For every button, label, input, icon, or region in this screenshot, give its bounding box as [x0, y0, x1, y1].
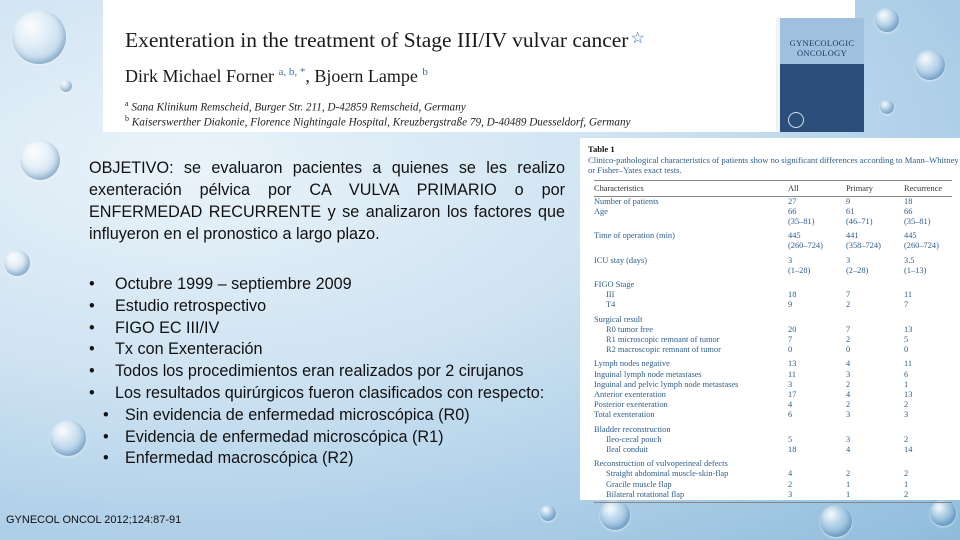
table-cell: 2 — [904, 469, 909, 479]
table-cell: 3 — [846, 410, 851, 420]
table-row — [594, 345, 952, 355]
bullet-icon: • — [89, 340, 95, 359]
bullet-icon: • — [89, 383, 95, 402]
table-label: Table 1 — [588, 144, 615, 154]
table-cell: 7 — [904, 300, 909, 310]
table-cell: (2–28) — [846, 265, 869, 275]
affiliation-a-marker: a — [125, 99, 129, 108]
table-cell: 7 — [846, 324, 851, 334]
affiliation-b-marker: b — [125, 114, 129, 123]
affiliation-b — [125, 114, 631, 129]
table-row — [594, 469, 952, 479]
table-cell: 445 — [788, 231, 801, 241]
table-cell: 441 — [846, 231, 859, 241]
table-cell: 2 — [904, 490, 952, 503]
table-cell: Bladder reconstruction — [594, 424, 671, 434]
table-cell: R1 microscopic remnant of tumor — [606, 334, 720, 344]
table-cell: 11 — [904, 290, 913, 300]
table-cell: 18 — [904, 196, 913, 206]
list-item-text: Los resultados quirúrgicos fueron clasificados con respecto: — [115, 383, 545, 402]
table-row — [594, 421, 952, 435]
water-drop-decoration — [12, 10, 66, 64]
table-cell: (46–71) — [846, 216, 873, 226]
table-cell: Straight abdominal muscle-skin-flap — [606, 469, 729, 479]
table-cell: 6 — [788, 410, 793, 420]
table-cell — [904, 455, 952, 469]
water-drop-decoration — [60, 80, 72, 92]
table-row — [594, 276, 952, 290]
bullet-icon: • — [103, 427, 109, 446]
table-cell: 13 — [904, 324, 913, 334]
table-cell: Posterior exenteration — [594, 400, 668, 410]
table-cell: 9 — [846, 196, 851, 206]
table-row — [594, 227, 952, 241]
table-cell: 2 — [846, 379, 851, 389]
column-header: Primary — [846, 180, 904, 196]
table-caption — [588, 144, 959, 176]
table-cell — [904, 276, 952, 290]
table-header-row — [594, 180, 952, 196]
table-cell: 3 — [788, 255, 793, 265]
table-cell: 2 — [846, 400, 851, 410]
table-cell: 18 — [788, 290, 797, 300]
table-row — [594, 252, 952, 266]
table-caption-text: Clinico-pathological characteristics of patients show no significant differences according to Mann–Whitney or Fisher–Yates exact tests. — [588, 154, 959, 175]
table-cell: 61 — [846, 206, 855, 216]
table-cell: 18 — [788, 444, 797, 454]
table-cell: 27 — [788, 196, 797, 206]
list-item — [89, 339, 579, 361]
table-cell: Lymph nodes negative — [594, 359, 670, 369]
table-cell: 5 — [904, 334, 909, 344]
paper-header — [103, 0, 855, 132]
table-row — [594, 435, 952, 445]
table-cell: Age — [594, 206, 608, 216]
table-cell: 66 — [788, 206, 797, 216]
water-drop-decoration — [875, 8, 899, 32]
table-cell: 17 — [788, 389, 797, 399]
table-cell: 13 — [788, 359, 797, 369]
sub-list-item-text: Enfermedad macroscópica (R2) — [125, 449, 354, 468]
table-cell — [788, 311, 846, 325]
bullet-icon: • — [89, 318, 95, 337]
table-cell: Gracile muscle flap — [606, 479, 672, 489]
table-cell: 2 — [904, 400, 909, 410]
water-drop-decoration — [820, 505, 852, 537]
table-cell: Ileal conduit — [606, 444, 649, 454]
table-cell: (35–81) — [788, 216, 815, 226]
objective-paragraph — [89, 157, 565, 245]
table-cell: 2 — [846, 469, 851, 479]
table-cell: (358–724) — [846, 241, 881, 251]
bullet-icon: • — [103, 405, 109, 424]
table-cell: III — [606, 290, 615, 300]
table-row — [594, 266, 952, 276]
author-1: Dirk Michael Forner — [125, 66, 274, 86]
table-cell: 0 — [788, 345, 793, 355]
table-cell: 11 — [904, 359, 913, 369]
table-cell: 0 — [846, 345, 851, 355]
table-cell: Total exenteration — [594, 410, 655, 420]
table-cell: Inguinal lymph node metastases — [594, 369, 702, 379]
table-cell: Time of operation (min) — [594, 231, 675, 241]
affiliation-a — [125, 99, 466, 114]
table-cell: Number of patients — [594, 196, 659, 206]
table-cell — [788, 276, 846, 290]
bullet-icon: • — [89, 275, 95, 293]
table-cell: R0 tumor free — [606, 324, 653, 334]
list-item — [89, 296, 579, 318]
water-drop-decoration — [50, 420, 86, 456]
table-cell: 6 — [904, 369, 909, 379]
table-cell: 14 — [904, 444, 913, 454]
table-row — [594, 241, 952, 251]
characteristics-table — [594, 180, 952, 503]
star-icon: ☆ — [630, 30, 645, 47]
list-item — [89, 383, 579, 405]
table-row — [594, 390, 952, 400]
table-row — [594, 455, 952, 469]
table-cell: 7 — [846, 290, 851, 300]
table-cell — [904, 311, 952, 325]
paper-authors — [125, 66, 428, 87]
water-drop-decoration — [4, 250, 30, 276]
table-cell: 20 — [788, 324, 797, 334]
table-cell: (260–724) — [788, 241, 823, 251]
table-cell: 3 — [788, 379, 793, 389]
table-cell: 3 — [788, 490, 846, 503]
journal-emblem-icon — [788, 112, 804, 128]
water-drop-decoration — [880, 100, 894, 114]
table-cell: 1 — [904, 379, 909, 389]
water-drop-decoration — [20, 140, 60, 180]
table-cell — [846, 276, 904, 290]
table-cell: 11 — [788, 369, 797, 379]
objective-label: OBJETIVO — [89, 159, 170, 177]
table-row — [594, 311, 952, 325]
table-cell: Surgical result — [594, 314, 643, 324]
table-cell: 0 — [904, 345, 909, 355]
table-cell: 66 — [904, 206, 913, 216]
table-cell: 3.5 — [904, 255, 915, 265]
table-cell: Ileo-cecal pouch — [606, 434, 662, 444]
table-cell: 13 — [904, 389, 913, 399]
table-cell: ICU stay (days) — [594, 255, 648, 265]
table-row — [594, 445, 952, 455]
table-cell — [846, 311, 904, 325]
table-cell — [846, 455, 904, 469]
column-header: Characteristics — [594, 180, 788, 196]
author-2-affiliation: b — [422, 66, 428, 78]
list-item-text: FIGO EC III/IV — [115, 318, 220, 337]
table-cell: 1 — [846, 490, 904, 503]
sub-list-item — [89, 448, 579, 470]
table-cell: 2 — [904, 434, 909, 444]
table-cell: 1 — [846, 479, 851, 489]
table-cell: R2 macroscopic remnant of tumor — [606, 345, 721, 355]
sub-list-item — [89, 405, 579, 427]
bullet-icon: • — [103, 449, 109, 468]
list-item-text: Octubre 1999 – septiembre 2009 — [115, 275, 352, 293]
table-panel — [580, 138, 960, 500]
objective-text: : se evaluaron pacientes a quienes se les realizo exenteración pélvica por CA VULVA PRIMARIO o por ENFERMEDAD RECURRENTE y se analizaron los factores que influyeron en el pronostico a largo plazo. — [89, 159, 565, 243]
table-cell: 3 — [846, 255, 851, 265]
paper-title — [125, 28, 645, 53]
paper-title-text: Exenteration in the treatment of Stage III/IV vulvar cancer — [125, 28, 629, 52]
table-row — [594, 480, 952, 490]
sub-list-item — [89, 427, 579, 449]
list-item — [89, 318, 579, 340]
journal-cover-title: GYNECOLOGIC ONCOLOGY — [789, 38, 855, 58]
bullet-icon: • — [89, 362, 95, 381]
table-row — [594, 217, 952, 227]
table-cell: 2 — [846, 334, 851, 344]
table-cell — [594, 217, 788, 227]
table-cell: 7 — [788, 334, 793, 344]
water-drop-decoration — [915, 50, 945, 80]
citation: GYNECOL ONCOL 2012;124:87-91 — [6, 514, 182, 526]
table-cell: (1–28) — [788, 265, 811, 275]
table-cell: (1–13) — [904, 265, 927, 275]
table-cell: (35–81) — [904, 216, 931, 226]
list-item — [89, 274, 579, 296]
table-row — [594, 335, 952, 345]
author-2: Bjoern Lampe — [314, 66, 418, 86]
table-cell: T4 — [606, 300, 616, 310]
affiliation-a-text: Sana Klinikum Remscheid, Burger Str. 211, D-42859 Remscheid, Germany — [131, 101, 466, 114]
author-1-affiliation: a, b, * — [278, 66, 306, 78]
water-drop-decoration — [930, 500, 956, 526]
table-cell: 445 — [904, 231, 917, 241]
table-cell: 4 — [788, 400, 793, 410]
table-cell — [594, 266, 788, 276]
table-cell: 5 — [788, 434, 793, 444]
table-cell: (260–724) — [904, 241, 939, 251]
table-cell: FIGO Stage — [594, 279, 635, 289]
table-row — [594, 355, 952, 369]
table-row — [594, 410, 952, 420]
table-cell: 1 — [904, 479, 909, 489]
table-cell: Reconstruction of vulvoperineal defects — [594, 459, 728, 469]
water-drop-decoration — [540, 505, 556, 521]
affiliation-b-text: Kaiserswerther Diakonie, Florence Nightingale Hospital, Kreuzbergstraße 79, D-40489 Duesseldorf, Germany — [131, 116, 631, 129]
table-cell: 2 — [788, 479, 793, 489]
table-cell: Inguinal and pelvic lymph node metastases — [594, 379, 739, 389]
list-item-text: Tx con Exenteración — [115, 340, 263, 359]
table-cell: 4 — [788, 469, 793, 479]
table-row — [594, 370, 952, 380]
table-cell: 9 — [788, 300, 793, 310]
table-row — [594, 196, 952, 207]
table-row — [594, 325, 952, 335]
table-row — [594, 207, 952, 217]
list-item-text: Estudio retrospectivo — [115, 296, 267, 315]
table-row — [594, 380, 952, 390]
bullet-list — [89, 274, 579, 470]
table-cell — [594, 241, 788, 251]
table-cell: 3 — [904, 410, 909, 420]
table-cell — [846, 421, 904, 435]
table-cell — [788, 455, 846, 469]
table-cell: 3 — [846, 434, 851, 444]
table-cell: 2 — [846, 300, 851, 310]
table-cell: 4 — [846, 444, 851, 454]
column-header: Recurrence — [904, 180, 952, 196]
water-drop-decoration — [600, 500, 630, 530]
table-cell: 4 — [846, 389, 851, 399]
journal-cover-image — [776, 18, 864, 132]
table-row — [594, 400, 952, 410]
sub-list-item-text: Evidencia de enfermedad microscópica (R1) — [125, 427, 444, 446]
list-item — [89, 361, 579, 383]
table-cell — [788, 421, 846, 435]
table-cell — [904, 421, 952, 435]
column-header: All — [788, 180, 846, 196]
list-item-text: Todos los procedimientos eran realizados por 2 cirujanos — [115, 362, 524, 381]
table-cell: 4 — [846, 359, 851, 369]
table-row — [594, 290, 952, 300]
author-separator: , — [305, 66, 315, 86]
table-cell: Bilateral rotational flap — [594, 490, 788, 503]
table-cell: Anterior exenteration — [594, 389, 666, 399]
table-row — [594, 300, 952, 310]
bullet-icon: • — [89, 296, 95, 315]
sub-list-item-text: Sin evidencia de enfermedad microscópica (R0) — [125, 405, 470, 424]
table-cell: 3 — [846, 369, 851, 379]
table-row — [594, 490, 952, 503]
